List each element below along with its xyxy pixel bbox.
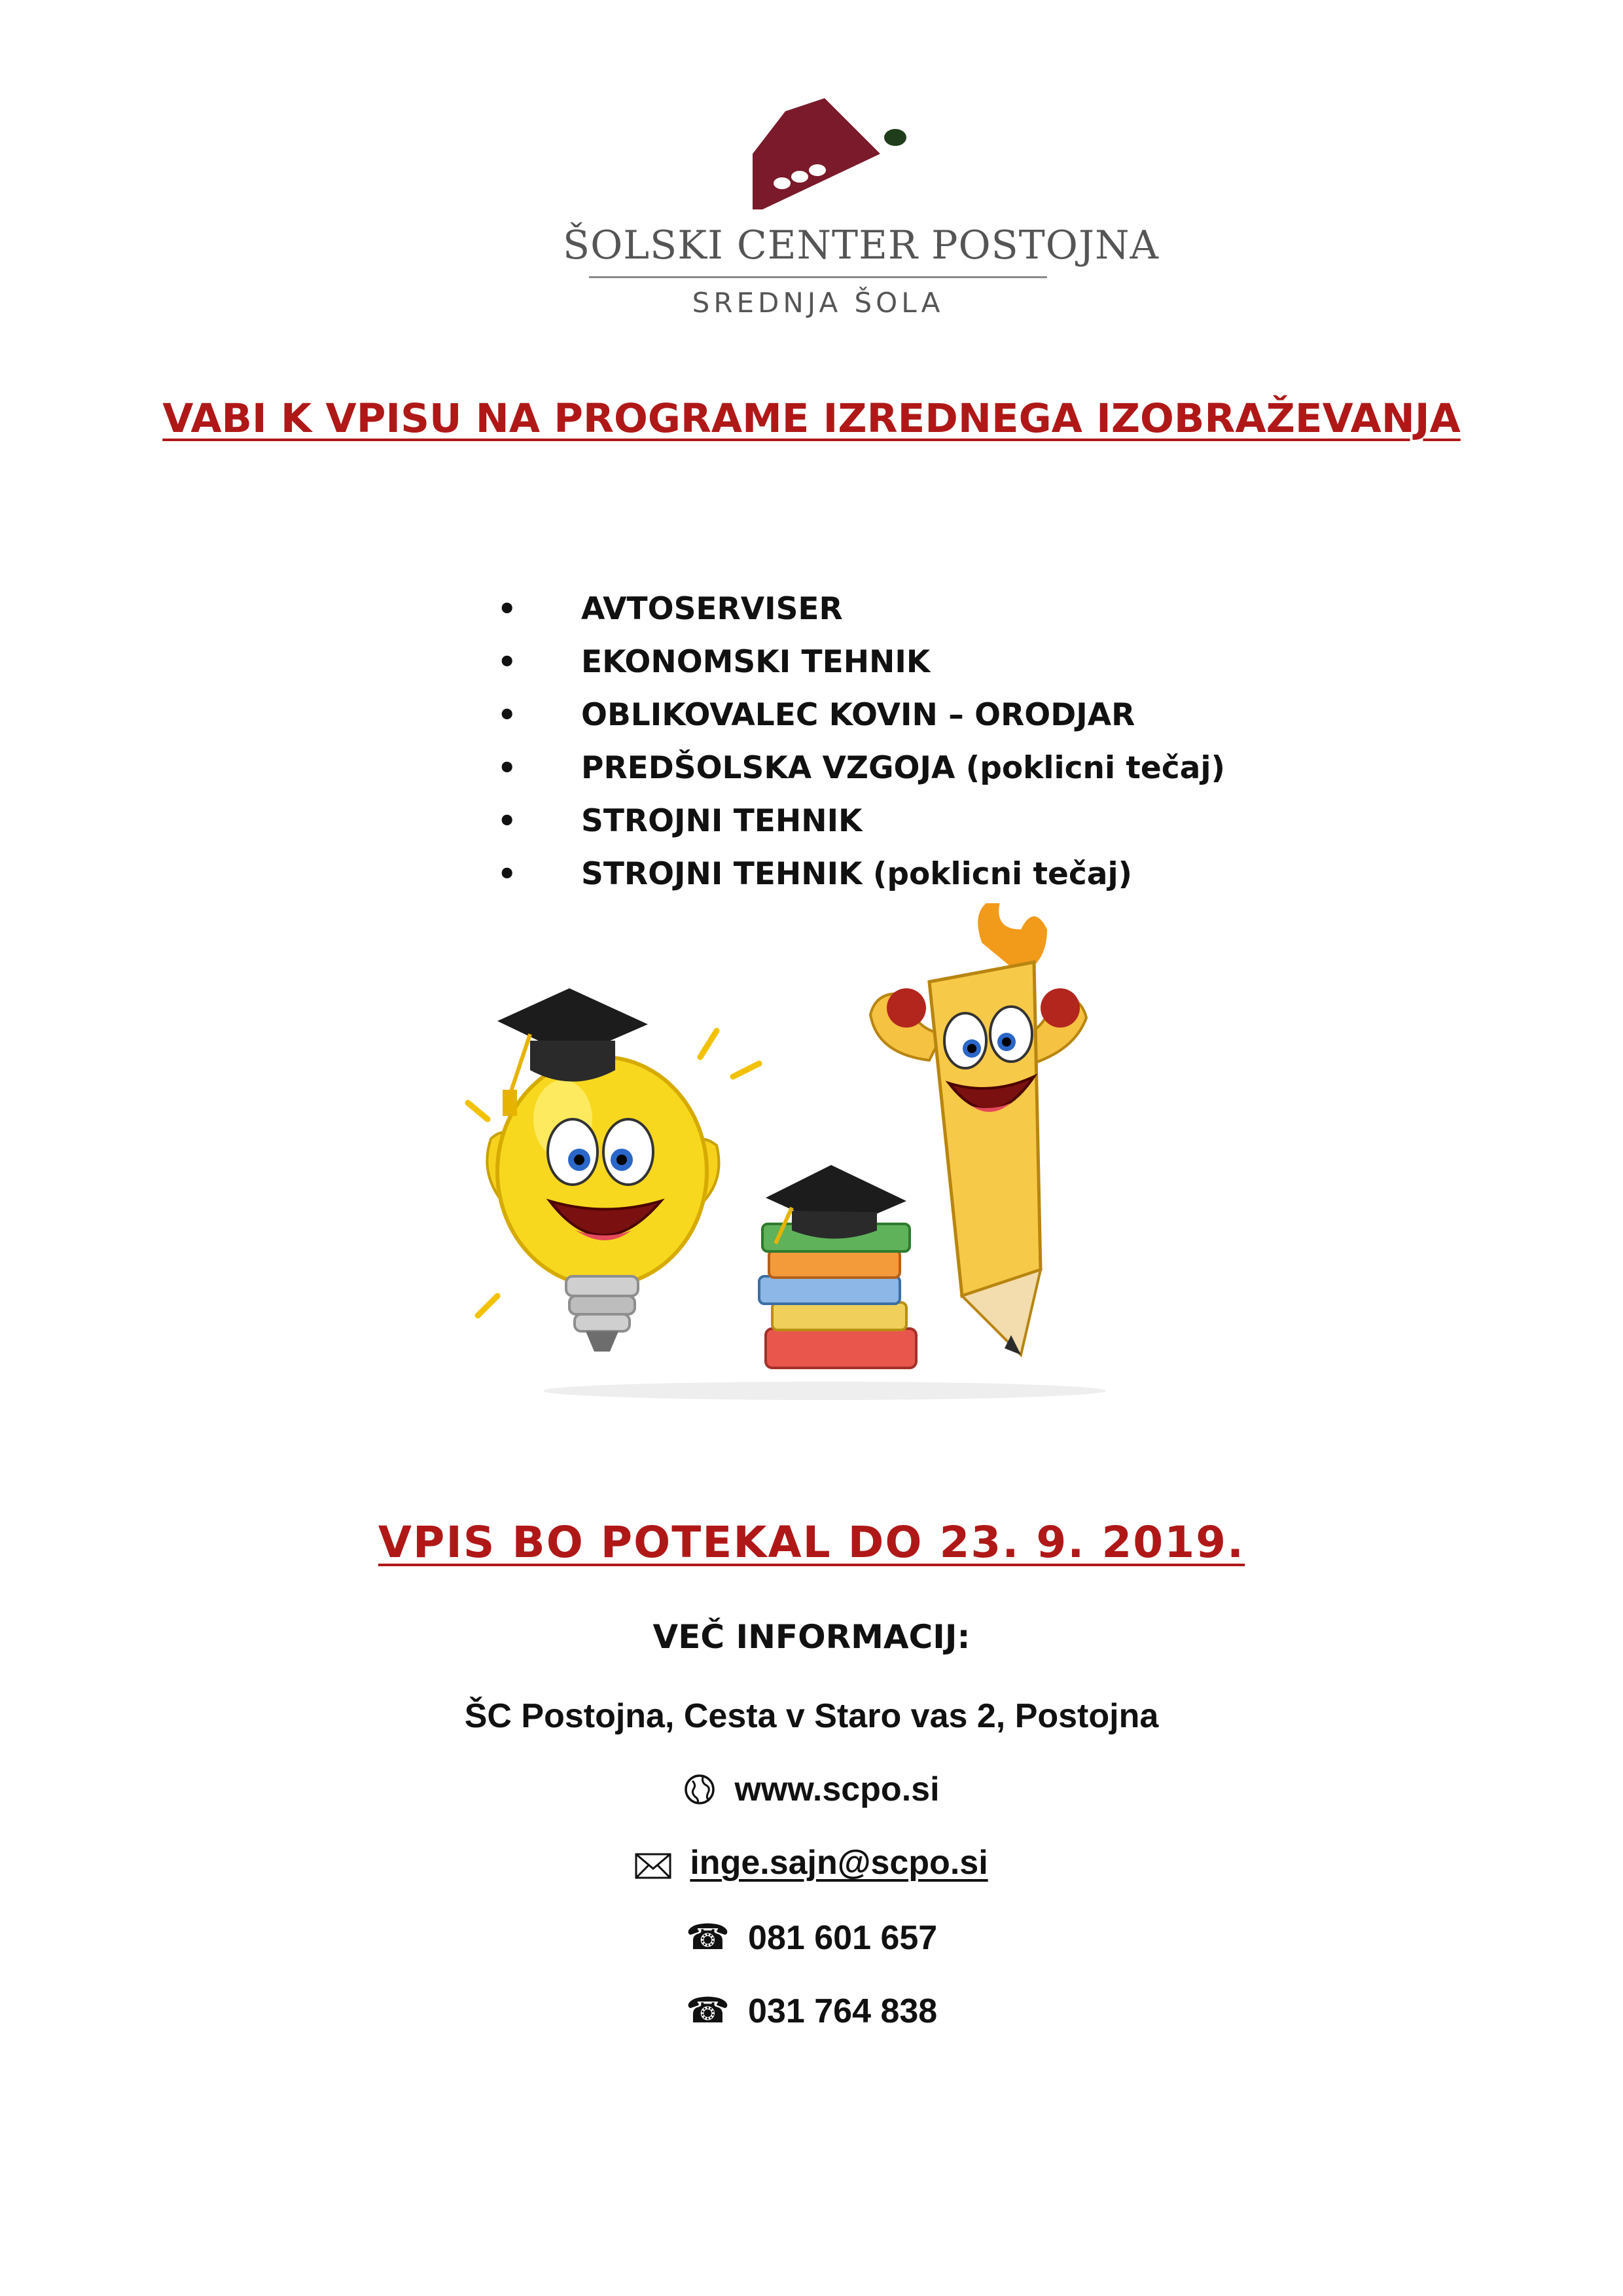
program-item: • EKONOMSKI TEHNIK [497, 636, 1225, 689]
program-item: • PREDŠOLSKA VZGOJA (poklicni tečaj) [497, 742, 1225, 795]
website-link[interactable]: www.scpo.si [734, 1770, 940, 1808]
address-text: ŠC Postojna, Cesta v Staro vas 2, Postojna [464, 1697, 1159, 1735]
logo-divider [589, 276, 1047, 278]
school-subtitle: SREDNJA ŠOLA [692, 287, 944, 319]
pencil-character [870, 903, 1086, 1355]
program-item: • AVTOSERVISER [497, 583, 1225, 636]
phone-number-2[interactable]: 031 764 838 [748, 1992, 938, 2030]
phone-number-1[interactable]: 081 601 657 [748, 1919, 938, 1957]
ground-shadow [543, 1382, 1106, 1400]
more-info-heading: VEČ INFORMACIJ: [652, 1618, 971, 1656]
contact-phone-1 [0, 1916, 1623, 1958]
telephone-icon: ☎ [685, 1990, 730, 2031]
program-item: • OBLIKOVALEC KOVIN – ORODJAR [497, 689, 1225, 742]
page-headline: VABI K VPISU NA PROGRAME IZREDNEGA IZOBRAŽEVANJA [162, 395, 1461, 442]
contact-website [0, 1770, 1623, 1809]
telephone-icon: ☎ [685, 1916, 730, 1958]
envelope-icon [635, 1853, 671, 1879]
program-item: • STROJNI TEHNIK [497, 795, 1225, 848]
contact-email [0, 1843, 1623, 1882]
school-logo [563, 92, 1159, 327]
lightbulb-character [468, 988, 759, 1352]
contact-phone-2 [0, 1990, 1623, 2031]
enrollment-deadline: VPIS BO POTEKAL DO 23. 9. 2019. [378, 1517, 1245, 1568]
email-link[interactable]: inge.sajn@scpo.si [690, 1844, 988, 1882]
contact-address [0, 1696, 1623, 1736]
book-stack [759, 1165, 916, 1368]
school-name: ŠOLSKI CENTER POSTOJNA [563, 223, 1159, 268]
program-list [497, 583, 1225, 901]
cartoon-illustration [458, 903, 1178, 1401]
globe-icon [683, 1773, 716, 1806]
school-logo-mark [746, 92, 916, 209]
program-item: • STROJNI TEHNIK (poklicni tečaj) [497, 848, 1225, 901]
